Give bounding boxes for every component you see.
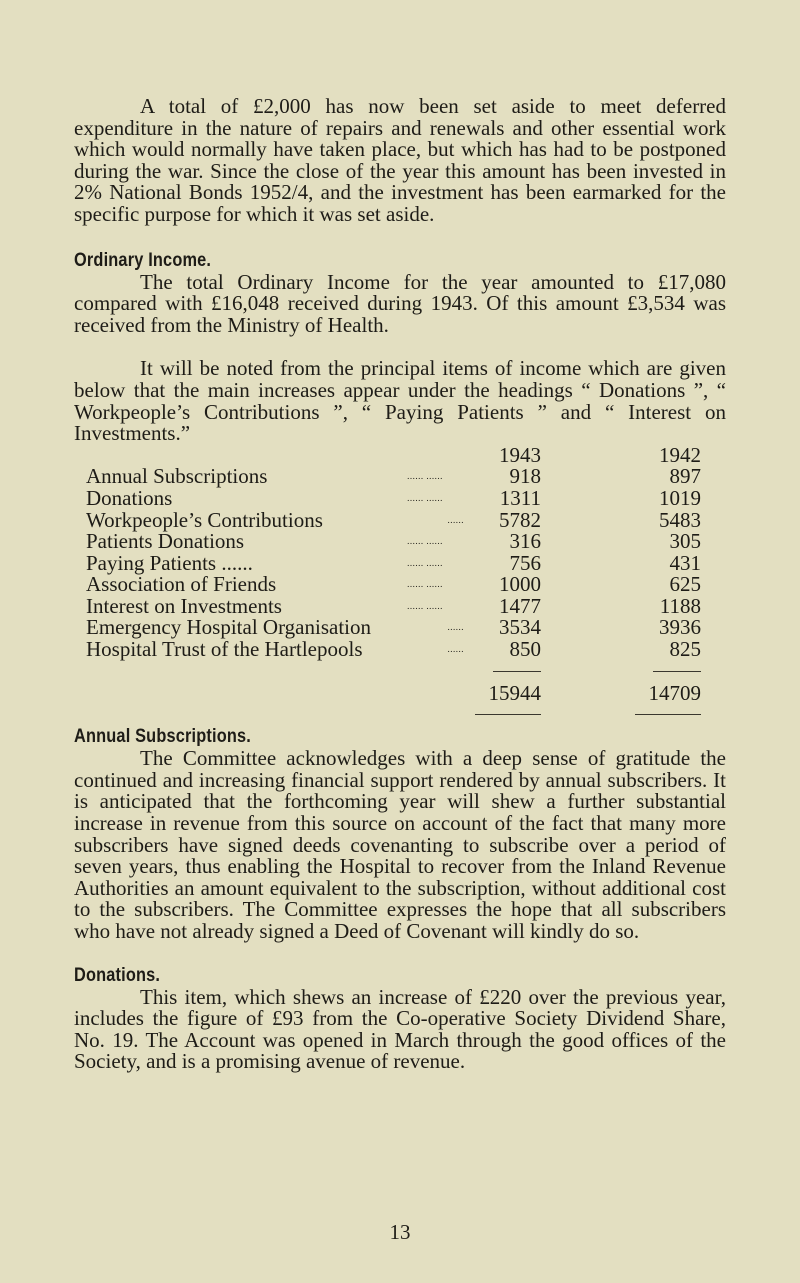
- value-1942: 305: [669, 529, 701, 554]
- subtotal-rule-1943: [493, 671, 541, 672]
- value-1943: 850: [509, 637, 541, 662]
- ordinary-income-paragraph: The total Ordinary Income for the year amounted to £17,080 compared with £16,048 received during 1943. Of this amount £3,534 was received from the Ministry of Health.: [74, 269, 726, 337]
- donations-paragraph: This item, which shews an increase of £220 over the previous year, includes the figure of £93 from the Co-operative Society Dividend Share, No. 19. The Account was opened in March through the good offices of the Society, and is a promising avenue of revenue.: [74, 984, 726, 1074]
- value-1942: 5483: [659, 507, 701, 532]
- leader-dots: ......: [447, 622, 464, 633]
- column-header-1942: 1942: [659, 442, 701, 467]
- value-1943: 918: [509, 464, 541, 489]
- leader-dots: ......: [447, 644, 464, 655]
- table-row: [86, 553, 701, 575]
- row-label: Workpeople’s Contributions: [86, 507, 323, 532]
- row-label: Paying Patients ......: [86, 550, 253, 575]
- intro-paragraph: A total of £2,000 has now been set aside to meet deferred expenditure in the nature of repairs and renewals and other essential work which would normally have taken place, but which has had to be postponed during the war. Since the close of the year this amount has been invested in 2% National Bonds 1952/4, and the investment has been earmarked for the specific purpose for which it was set aside.: [74, 94, 726, 226]
- leader-dots: ...... ......: [407, 579, 443, 590]
- value-1943: 1000: [499, 572, 541, 597]
- leader-dots: ......: [447, 514, 464, 525]
- income-items-intro-paragraph: It will be noted from the principal items of income which are given below that the main increases appear under the headings “ Donations ”, “ Workpeople’s Contributions ”, “ Paying Patients ” and “ Interest on Investments.”: [74, 356, 726, 446]
- value-1942: 825: [669, 637, 701, 662]
- total-row: [86, 683, 701, 705]
- table-row: [86, 488, 701, 510]
- row-label: Association of Friends: [86, 572, 277, 597]
- subtotal-rule-row: [86, 661, 701, 683]
- table-row: [86, 510, 701, 532]
- table-row: [86, 596, 701, 618]
- donations-heading: Donations.: [74, 964, 161, 986]
- page-number: 13: [389, 1220, 411, 1244]
- table-row: [86, 639, 701, 661]
- ordinary-income-heading: Ordinary Income.: [74, 249, 212, 271]
- value-1942: 625: [669, 572, 701, 597]
- column-header-1943: 1943: [499, 442, 541, 467]
- value-1942: 3936: [659, 615, 701, 640]
- leader-dots: ...... ......: [407, 557, 443, 568]
- total-1942: 14709: [648, 680, 701, 705]
- row-label: Donations: [86, 485, 173, 510]
- income-table: [86, 442, 701, 727]
- table-row: [86, 617, 701, 639]
- row-label: Emergency Hospital Organisation: [86, 615, 371, 640]
- row-label: Patients Donations: [86, 529, 245, 554]
- total-rule-row: [86, 704, 701, 726]
- value-1943: 316: [509, 529, 541, 554]
- table-row: [86, 466, 701, 488]
- total-rule-1943: [475, 714, 541, 715]
- row-label: Annual Subscriptions: [86, 464, 268, 489]
- leader-dots: ...... ......: [407, 471, 443, 482]
- income-table-header-row: [86, 445, 701, 467]
- value-1942: 897: [669, 464, 701, 489]
- annual-subscriptions-paragraph: The Committee acknowledges with a deep sense of gratitude the continued and increasing financial support rendered by annual subscribers. It is anticipated that the forthcoming year will shew a further substantial increase in revenue from this source on account of the fact that many more subscribers have signed deeds covenanting to subscribe over a period of seven years, thus enabling the Hospital to recover from the Inland Revenue Authorities an amount equivalent to the subscription, without additional cost to the subscribers. The Committee expresses the hope that all subscribers who have not already signed a Deed of Covenant will kindly do so.: [74, 746, 726, 943]
- value-1942: 431: [669, 550, 701, 575]
- annual-subscriptions-heading: Annual Subscriptions.: [74, 726, 252, 748]
- table-row: [86, 531, 701, 553]
- leader-dots: ...... ......: [407, 600, 443, 611]
- value-1943: 756: [509, 550, 541, 575]
- value-1943: 5782: [499, 507, 541, 532]
- value-1943: 1311: [499, 485, 541, 510]
- document-page: [74, 96, 726, 1073]
- value-1943: 1477: [499, 593, 541, 618]
- value-1943: 3534: [499, 615, 541, 640]
- subtotal-rule-1942: [653, 671, 701, 672]
- row-label: Hospital Trust of the Hartlepools: [86, 637, 363, 662]
- value-1942: 1188: [659, 593, 701, 618]
- leader-dots: ...... ......: [407, 536, 443, 547]
- leader-dots: ...... ......: [407, 492, 443, 503]
- table-row: [86, 574, 701, 596]
- row-label: Interest on Investments: [86, 593, 282, 618]
- value-1942: 1019: [659, 485, 701, 510]
- total-1943: 15944: [488, 680, 541, 705]
- total-rule-1942: [635, 714, 701, 715]
